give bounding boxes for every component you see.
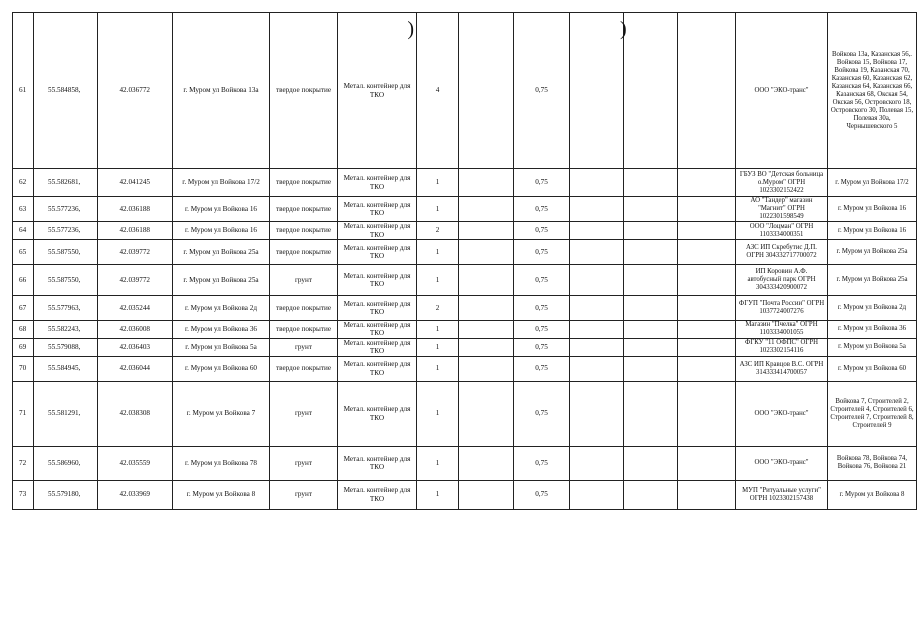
container-type-cell — [338, 13, 417, 169]
empty-cell — [624, 338, 678, 356]
surface-cell: твердое покрытие — [270, 240, 338, 265]
latitude-cell: 55.579088, — [34, 338, 98, 356]
latitude-cell: 55.584858, — [34, 13, 98, 169]
address-cell: г. Муром ул Войкова 17/2 — [173, 169, 270, 197]
container-type-cell-text: Метал. контейнер для ТКО — [343, 82, 411, 99]
empty-cell — [678, 321, 736, 339]
address-cell: г. Муром ул Войкова 25а — [173, 265, 270, 296]
empty-cell — [570, 356, 624, 381]
volume-cell: 0,75 — [514, 296, 570, 321]
container-type-cell: Метал. контейнер для ТКО — [338, 446, 417, 480]
table-row — [13, 356, 917, 381]
container-type-cell: Метал. контейнер для ТКО — [338, 222, 417, 240]
surface-cell: твердое покрытие — [270, 296, 338, 321]
owner-cell: Магазин "Пчелка" ОГРН 1103334001055 — [736, 321, 828, 339]
empty-cell — [678, 356, 736, 381]
container-type-cell: Метал. контейнер для ТКО — [338, 338, 417, 356]
container-count-cell: 4 — [417, 13, 459, 169]
surface-cell: твердое покрытие — [270, 222, 338, 240]
empty-cell — [459, 197, 514, 222]
latitude-cell: 55.582681, — [34, 169, 98, 197]
row-number: 71 — [13, 381, 34, 446]
empty-cell — [570, 197, 624, 222]
address-cell: г. Муром ул Войкова 16 — [173, 197, 270, 222]
empty-cell — [459, 222, 514, 240]
table-row — [13, 296, 917, 321]
latitude-cell: 55.587550, — [34, 240, 98, 265]
longitude-cell: 42.036188 — [98, 222, 173, 240]
longitude-cell: 42.036044 — [98, 356, 173, 381]
row-number: 61 — [13, 13, 34, 169]
owner-cell: МУП "Ритуальные услуги" ОГРН 1023302157438 — [736, 480, 828, 509]
empty-cell — [678, 381, 736, 446]
owner-cell: АЗС ИП Кравцов В.С. ОГРН 314333414700057 — [736, 356, 828, 381]
table-row — [13, 381, 917, 446]
table-row — [13, 321, 917, 339]
empty-cell — [624, 265, 678, 296]
volume-cell: 0,75 — [514, 222, 570, 240]
surface-cell: твердое покрытие — [270, 169, 338, 197]
owner-cell: АЗС ИП Скребутис Д.П. ОГРН 304332717700072 — [736, 240, 828, 265]
empty-cell — [459, 321, 514, 339]
surface-cell: грунт — [270, 338, 338, 356]
surface-cell: твердое покрытие — [270, 197, 338, 222]
longitude-cell: 42.036008 — [98, 321, 173, 339]
volume-cell: 0,75 — [514, 338, 570, 356]
longitude-cell: 42.035559 — [98, 446, 173, 480]
latitude-cell: 55.577236, — [34, 222, 98, 240]
latitude-cell: 55.587550, — [34, 265, 98, 296]
table-row — [13, 222, 917, 240]
empty-cell — [624, 169, 678, 197]
surface-cell: твердое покрытие — [270, 13, 338, 169]
container-count-cell: 1 — [417, 446, 459, 480]
container-count-cell: 2 — [417, 222, 459, 240]
owner-cell: ООО "ЭКО-транс" — [736, 446, 828, 480]
container-type-cell: Метал. контейнер для ТКО — [338, 296, 417, 321]
empty-cell — [570, 321, 624, 339]
container-count-cell: 1 — [417, 321, 459, 339]
empty-cell — [678, 480, 736, 509]
table-row — [13, 240, 917, 265]
empty-cell — [624, 381, 678, 446]
empty-cell — [459, 356, 514, 381]
row-number: 63 — [13, 197, 34, 222]
longitude-cell: 42.033969 — [98, 480, 173, 509]
empty-cell — [624, 13, 678, 169]
empty-cell — [678, 240, 736, 265]
address-cell: г. Муром ул Войкова 7 — [173, 381, 270, 446]
empty-cell — [678, 265, 736, 296]
row-number: 69 — [13, 338, 34, 356]
empty-cell — [624, 480, 678, 509]
waste-sources-cell: г. Муром ул Войкова 36 — [828, 321, 917, 339]
owner-cell: ФГУП "Почта России" ОГРН 1037724007276 — [736, 296, 828, 321]
table-row — [13, 480, 917, 509]
container-type-cell: Метал. контейнер для ТКО — [338, 480, 417, 509]
latitude-cell: 55.582243, — [34, 321, 98, 339]
latitude-cell: 55.577236, — [34, 197, 98, 222]
volume-cell: 0,75 — [514, 240, 570, 265]
owner-cell: ООО "ЭКО-транс" — [736, 13, 828, 169]
address-cell: г. Муром ул Войкова 60 — [173, 356, 270, 381]
row-number: 73 — [13, 480, 34, 509]
longitude-cell: 42.039772 — [98, 240, 173, 265]
owner-cell: ИП Коровин А.Ф. автобусный парк ОГРН 304333420900072 — [736, 265, 828, 296]
empty-cell — [459, 381, 514, 446]
waste-sources-cell: г. Муром ул Войкова 8 — [828, 480, 917, 509]
waste-sources-cell: Войкова 7, Строителей 2, Строителей 4, Строителей 6, Строителей 7, Строителей 8, Строителей 9 — [828, 381, 917, 446]
empty-cell — [570, 222, 624, 240]
address-cell: г. Муром ул Войкова 36 — [173, 321, 270, 339]
empty-cell — [624, 240, 678, 265]
empty-cell — [459, 169, 514, 197]
empty-cell — [678, 338, 736, 356]
container-type-cell: Метал. контейнер для ТКО — [338, 381, 417, 446]
empty-cell — [678, 197, 736, 222]
waste-sources-cell: г. Муром ул Войкова 5а — [828, 338, 917, 356]
row-number: 70 — [13, 356, 34, 381]
owner-cell: ГБУЗ ВО "Детская больница о.Муром" ОГРН 1023302152422 — [736, 169, 828, 197]
table-row — [13, 338, 917, 356]
empty-cell — [678, 296, 736, 321]
empty-cell — [570, 338, 624, 356]
row-number: 66 — [13, 265, 34, 296]
waste-sources-cell: г. Муром ул Войкова 25а — [828, 265, 917, 296]
empty-cell — [624, 446, 678, 480]
owner-cell: ООО "ЭКО-транс" — [736, 381, 828, 446]
empty-cell — [459, 265, 514, 296]
empty-cell — [570, 296, 624, 321]
empty-cell — [624, 296, 678, 321]
empty-cell — [459, 446, 514, 480]
table-row — [13, 265, 917, 296]
longitude-cell: 42.038308 — [98, 381, 173, 446]
surface-cell: грунт — [270, 446, 338, 480]
volume-cell: 0,75 — [514, 197, 570, 222]
empty-cell — [570, 13, 627, 169]
empty-cell — [570, 169, 624, 197]
volume-cell: 0,75 — [514, 480, 570, 509]
container-count-cell: 1 — [417, 265, 459, 296]
container-count-cell: 1 — [417, 480, 459, 509]
table-row — [13, 197, 917, 222]
empty-cell — [570, 265, 624, 296]
table-row — [13, 446, 917, 480]
empty-cell — [570, 381, 624, 446]
address-cell: г. Муром ул Войкова 25а — [173, 240, 270, 265]
latitude-cell: 55.584945, — [34, 356, 98, 381]
container-count-cell: 1 — [417, 197, 459, 222]
latitude-cell: 55.577963, — [34, 296, 98, 321]
owner-cell: ФГКУ "11 ОФПС" ОГРН 1023302154116 — [736, 338, 828, 356]
surface-cell: твердое покрытие — [270, 356, 338, 381]
table-row — [13, 169, 917, 197]
address-cell: г. Муром ул Войкова 5а — [173, 338, 270, 356]
longitude-cell: 42.036403 — [98, 338, 173, 356]
container-count-cell: 1 — [417, 169, 459, 197]
container-count-cell: 1 — [417, 240, 459, 265]
surface-cell: твердое покрытие — [270, 321, 338, 339]
empty-cell — [678, 13, 736, 169]
waste-sources-cell: г. Муром ул Войкова 2д — [828, 296, 917, 321]
row-number: 64 — [13, 222, 34, 240]
container-type-cell: Метал. контейнер для ТКО — [338, 169, 417, 197]
volume-cell: 0,75 — [514, 265, 570, 296]
volume-cell: 0,75 — [514, 321, 570, 339]
container-count-cell: 1 — [417, 381, 459, 446]
waste-sources-cell: Войкова 13а, Казанская 56,. Войкова 15, Войкова 17, Войкова 19, Казанская 70, Казанская 60, Казанская 62, Казанская 64, Казанская 66, Казанская 68, Окская 54, Окская 56, Островского 18, Островского 30, Полевая 15, Полевая 30а, Чернышевского 5 — [828, 13, 917, 169]
volume-cell: 0,75 — [514, 356, 570, 381]
surface-cell: грунт — [270, 265, 338, 296]
empty-cell — [570, 240, 624, 265]
empty-cell — [624, 321, 678, 339]
container-count-cell: 2 — [417, 296, 459, 321]
row-number: 67 — [13, 296, 34, 321]
longitude-cell: 42.039772 — [98, 265, 173, 296]
latitude-cell: 55.579180, — [34, 480, 98, 509]
scan-mark: ) — [407, 18, 414, 40]
longitude-cell: 42.035244 — [98, 296, 173, 321]
owner-cell: АО "Тандер" магазин "Магнит" ОГРН 1022301598549 — [736, 197, 828, 222]
surface-cell: грунт — [270, 480, 338, 509]
empty-cell — [624, 197, 678, 222]
address-cell: г. Муром ул Войкова 78 — [173, 446, 270, 480]
volume-cell: 0,75 — [514, 446, 570, 480]
container-type-cell: Метал. контейнер для ТКО — [338, 197, 417, 222]
container-type-cell: Метал. контейнер для ТКО — [338, 356, 417, 381]
empty-cell — [678, 169, 736, 197]
row-number: 68 — [13, 321, 34, 339]
container-type-cell: Метал. контейнер для ТКО — [338, 240, 417, 265]
volume-cell: 0,75 — [514, 381, 570, 446]
longitude-cell: 42.036188 — [98, 197, 173, 222]
waste-sources-cell: г. Муром ул Войкова 25а — [828, 240, 917, 265]
latitude-cell: 55.581291, — [34, 381, 98, 446]
container-type-cell: Метал. контейнер для ТКО — [338, 321, 417, 339]
row-number: 72 — [13, 446, 34, 480]
registry-table — [12, 12, 917, 510]
owner-cell: ООО "Лоцман" ОГРН 1103334000351 — [736, 222, 828, 240]
latitude-cell: 55.586960, — [34, 446, 98, 480]
container-type-cell: Метал. контейнер для ТКО — [338, 265, 417, 296]
waste-sources-cell: г. Муром ул Войкова 16 — [828, 197, 917, 222]
empty-cell — [624, 222, 678, 240]
address-cell: г. Муром ул Войкова 8 — [173, 480, 270, 509]
container-count-cell: 1 — [417, 356, 459, 381]
address-cell: г. Муром ул Войкова 2д — [173, 296, 270, 321]
waste-sources-cell: Войкова 78, Войкова 74, Войкова 76, Войкова 21 — [828, 446, 917, 480]
empty-cell — [459, 338, 514, 356]
volume-cell: 0,75 — [514, 13, 570, 169]
waste-sources-cell: г. Муром ул Войкова 60 — [828, 356, 917, 381]
waste-sources-cell: г. Муром ул Войкова 16 — [828, 222, 917, 240]
empty-cell — [678, 446, 736, 480]
empty-cell — [570, 480, 624, 509]
row-number: 65 — [13, 240, 34, 265]
table-row — [13, 13, 917, 169]
empty-cell — [570, 446, 624, 480]
empty-cell — [624, 356, 678, 381]
empty-cell — [459, 296, 514, 321]
empty-cell — [678, 222, 736, 240]
longitude-cell: 42.041245 — [98, 169, 173, 197]
row-number: 62 — [13, 169, 34, 197]
empty-cell — [459, 480, 514, 509]
container-count-cell: 1 — [417, 338, 459, 356]
waste-sources-cell: г. Муром ул Войкова 17/2 — [828, 169, 917, 197]
scan-mark: ) — [620, 18, 627, 40]
surface-cell: грунт — [270, 381, 338, 446]
address-cell: г. Муром ул Войкова 16 — [173, 222, 270, 240]
empty-cell — [459, 13, 514, 169]
empty-cell — [459, 240, 514, 265]
address-cell: г. Муром ул Войкова 13а — [173, 13, 270, 169]
longitude-cell: 42.036772 — [98, 13, 173, 169]
volume-cell: 0,75 — [514, 169, 570, 197]
table-body — [13, 13, 917, 510]
